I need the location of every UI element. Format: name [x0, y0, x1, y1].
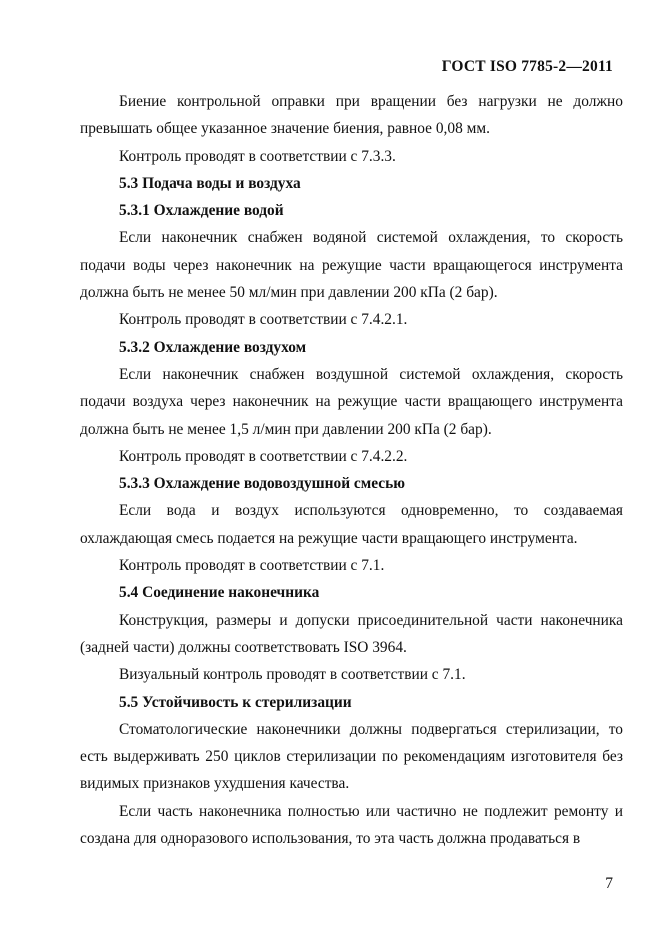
body-paragraph: Визуальный контроль проводят в соответствии с 7.1. [119, 666, 466, 684]
body-paragraph: Если наконечник снабжен водяной системой охлаждения, то скорость подачи воды через наконечник на режущие части вращающегося инструмента должна быть не менее 50 мл/мин при давлении 200 кПа (2 бар). [80, 229, 623, 302]
standard-code-header: ГОСТ ISO 7785-2—2011 [441, 58, 613, 75]
page-number: 7 [605, 875, 613, 892]
body-paragraph: Контроль проводят в соответствии с 7.4.2.1. [119, 311, 408, 329]
section-heading: 5.3 Подача воды и воздуха [119, 174, 301, 192]
body-paragraph: Контроль проводят в соответствии с 7.3.3. [119, 147, 396, 165]
section-heading: 5.3.1 Охлаждение водой [119, 202, 284, 220]
body-paragraph: Если вода и воздух используются одновременно, то создаваемая охлаждающая смесь подается на режущие части вращающего инструмента. [80, 502, 623, 547]
body-paragraph: Контроль проводят в соответствии с 7.1. [119, 557, 385, 575]
section-heading: 5.4 Соединение наконечника [119, 584, 320, 602]
body-paragraph: Если наконечник снабжен воздушной системой охлаждения, скорость подачи воздуха через наконечник на режущие части вращающего инструмента должна быть не менее 1,5 л/мин при давлении 200 кПа (2 бар). [80, 365, 623, 438]
body-paragraph: Биение контрольной оправки при вращении без нагрузки не должно превышать общее указанное значение биения, равное 0,08 мм. [80, 93, 623, 138]
body-paragraph: Стоматологические наконечники должны подвергаться стерилизации, то есть выдерживать 250 циклов стерилизации по рекомендациям изготовителя без видимых признаков ухудшения качества. [80, 720, 623, 793]
section-heading: 5.3.2 Охлаждение воздухом [119, 338, 307, 356]
document-body [80, 88, 623, 852]
body-paragraph: Если часть наконечника полностью или частично не подлежит ремонту и создана для одноразового использования, то эта часть должна продаваться в [80, 802, 623, 848]
section-heading: 5.5 Устойчивость к стерилизации [119, 693, 352, 711]
body-paragraph: Контроль проводят в соответствии с 7.4.2.2. [119, 447, 408, 465]
section-heading: 5.3.3 Охлаждение водовоздушной смесью [119, 475, 405, 493]
body-paragraph: Конструкция, размеры и допуски присоединительной части наконечника (задней части) должны соответствовать ISO 3964. [80, 611, 623, 656]
